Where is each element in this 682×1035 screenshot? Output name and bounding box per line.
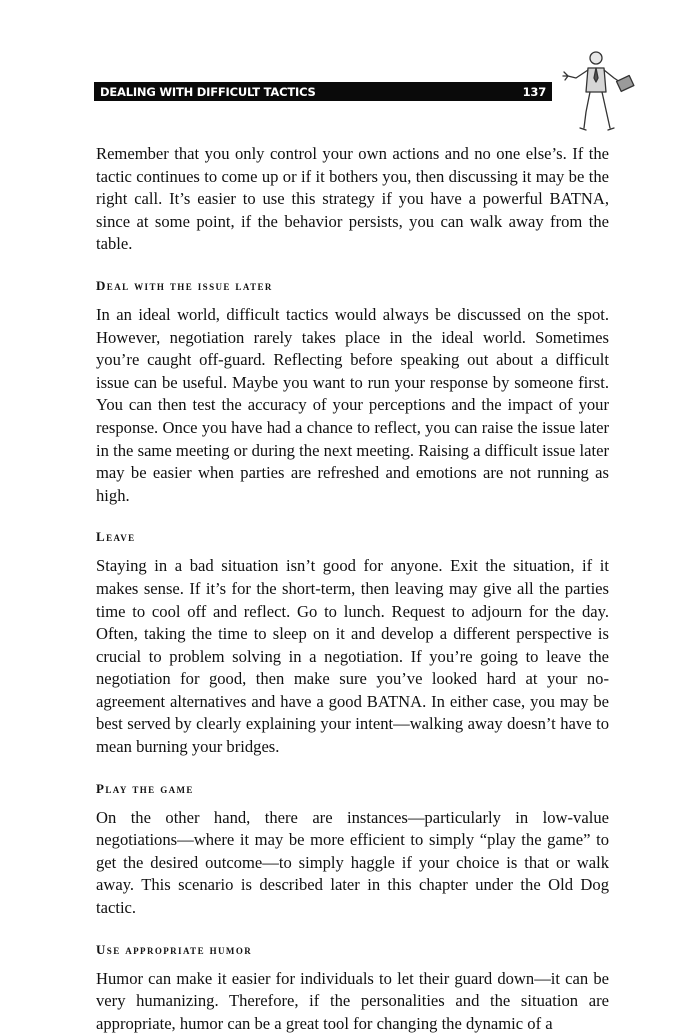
paragraph-leave: Staying in a bad situation isn’t good for anyone. Exit the situation, if it makes sense. If it’s for the short-term, then leaving may give all the parties time to cool off and reflect. Go to lunch. Request to adjourn for the day. Often, taking the time to sleep on it and develop a different perspective is crucial to problem solving in a negotiation. If you’re going to leave the negotiation for good, then make sure you’ve looked hard at your no-agreement alternatives and have a good BATNA. In either case, you may be best served by clearly explaining your intent—walking away doesn’t have to mean burning your bridges. — [96, 556, 609, 757]
heading-text: Use appropriate humor — [96, 941, 253, 957]
page-number: 137 — [522, 84, 546, 99]
businessman-with-briefcase-figure — [558, 48, 638, 136]
paragraph-humor: Humor can make it easier for individuals to let their guard down—it can be very humanizing. Therefore, if the personalities and the situation are appropriate, humor can be a great tool for changing the dynamic of a — [96, 968, 609, 1033]
paragraph-play-game: On the other hand, there are instances—particularly in low-value negotiations—where it may be more efficient to simply “play the game” to get the desired outcome—to simply haggle if your choice is that or walk away. This scenario is described later in this chapter under the Old Dog tactic. — [96, 807, 609, 918]
paragraph-deal-later: In an ideal world, difficult tactics would always be discussed on the spot. However, negotiation rarely takes place in the ideal world. Sometimes you’re caught off-guard. Reflecting before speaking out about a difficult issue can be useful. Maybe you want to run your response by someone first. You can then test the accuracy of your perceptions and the impact of your response. Once you have had a chance to reflect, you can raise the issue later in the same meeting or during the next meeting. Raising a difficult issue later may be easier when parties are refreshed and emotions are not running as high. — [96, 304, 609, 505]
heading-deal-with-issue-later — [96, 278, 609, 294]
heading-text: Leave — [96, 529, 136, 545]
heading-text: Deal with the issue later — [96, 277, 273, 293]
running-header-title: DEALING WITH DIFFICULT TACTICS — [100, 84, 316, 99]
page-body — [96, 143, 609, 1035]
paragraph-intro: Remember that you only control your own actions and no one else’s. If the tactic continues to come up or if it bothers you, then discussing it may be the right call. It’s easier to use this strategy if you have a powerful BATNA, since at some point, if the behavior persists, you can walk away from the table. — [96, 144, 609, 254]
running-header — [94, 82, 552, 101]
heading-play-the-game — [96, 781, 609, 797]
heading-use-appropriate-humor — [96, 942, 609, 958]
heading-leave — [96, 529, 609, 545]
heading-text: Play the game — [96, 780, 194, 796]
